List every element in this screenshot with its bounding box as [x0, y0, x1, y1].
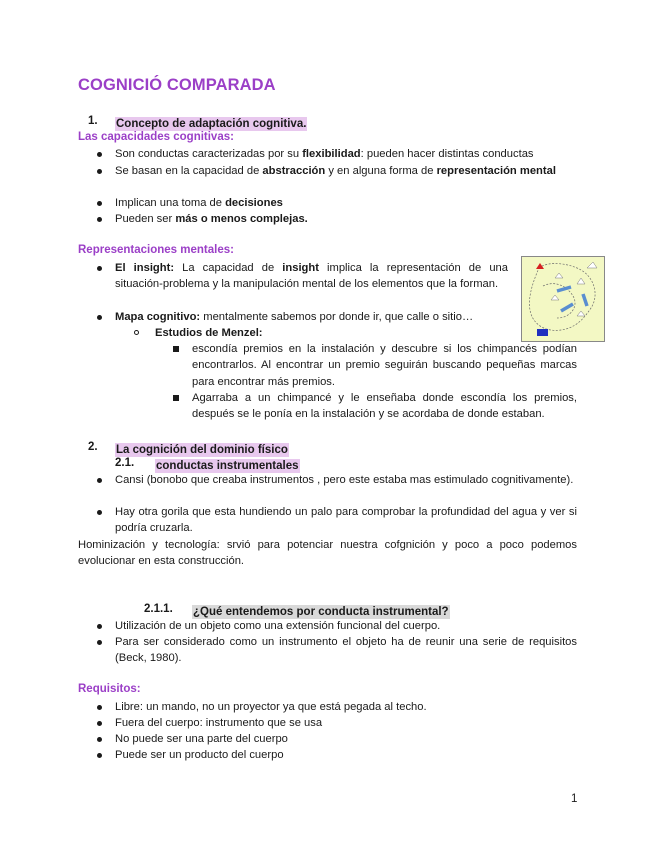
bullet: [97, 737, 102, 742]
bullet: [97, 152, 102, 157]
hominizacion-paragraph: Hominización y tecnología: srvió para potenciar nuestra cofgnición y poco a poco podemos evolucionar en esta construcción.: [78, 539, 577, 568]
section-1-heading: Concepto de adaptación cognitiva.: [116, 118, 307, 130]
bullet: [97, 753, 102, 758]
definition-2: Para ser considerado como un instrumento el objeto ha de reunir una serie de requisitos (Beck, 1980).: [115, 636, 577, 665]
bullet: [97, 169, 102, 174]
subsubsection-heading: ¿Qué entendemos por conducta instrumental?: [193, 606, 449, 618]
bullet: [97, 201, 102, 206]
requisito-4: Puede ser un producto del cuerpo: [115, 749, 284, 761]
subsubsection-number: 2.1.1.: [144, 603, 173, 615]
bullet: [97, 266, 102, 271]
subsection-heading: conductas instrumentales: [156, 460, 299, 472]
cognitive-map-figure: [521, 256, 605, 342]
circle-bullet: [134, 330, 139, 335]
menzel-2: Agarraba a un chimpancé y le enseñaba donde escondía los premios, después se le ponía en la instalación y se acordaba de donde estaban.: [192, 392, 577, 421]
section-2-number: 2.: [88, 441, 98, 453]
insight-item: El insight: La capacidad de insight implica la representación de una situación-problema y la manipulación mental de los elementos que la forman.: [115, 262, 509, 291]
capacidad-4: Pueden ser más o menos complejas.: [115, 213, 308, 225]
bullet: [97, 705, 102, 710]
menzel-1: escondía premios en la instalación y descubre si los chimpancés podían encontrarlos. Al encontrar un premio seguirán buscando pequeñas marcas para encontrar más premios.: [192, 343, 577, 388]
bullet: [97, 721, 102, 726]
bullet: [97, 640, 102, 645]
requisitos-heading: Requisitos:: [78, 683, 141, 695]
requisito-2: Fuera del cuerpo: instrumento que se usa: [115, 717, 323, 729]
instrumental-2: Hay otra gorila que esta hundiendo un palo para comprobar la profundidad del agua y ver si podría cruzarla.: [115, 506, 577, 535]
bullet: [97, 510, 102, 515]
menzel-heading: Estudios de Menzel:: [155, 327, 263, 339]
section-1-number: 1.: [88, 115, 98, 127]
requisito-3: No puede ser una parte del cuerpo: [115, 733, 288, 745]
representaciones-heading: Representaciones mentales:: [78, 244, 234, 256]
mapa-cognitivo-item: Mapa cognitivo: mentalmente sabemos por donde ir, que calle o sitio…: [115, 311, 474, 323]
requisito-1: Libre: un mando, no un proyector ya que está pegada al techo.: [115, 701, 427, 713]
definition-1: Utilización de un objeto como una extensión funcional del cuerpo.: [115, 620, 441, 632]
capacidad-1: Son conductas caracterizadas por su flexibilidad: pueden hacer distintas conductas: [115, 148, 534, 160]
section-2-heading: La cognición del dominio físico: [116, 444, 288, 456]
bullet: [97, 624, 102, 629]
square-bullet: [173, 346, 179, 352]
square-bullet: [173, 395, 179, 401]
bullet: [97, 315, 102, 320]
instrumental-1: Cansi (bonobo que creaba instrumentos , pero este estaba mas estimulado cognitivamente).: [115, 474, 574, 486]
capacidad-3: Implican una toma de decisiones: [115, 197, 283, 209]
section-1-heading-wrap: [115, 114, 307, 132]
subsection-number: 2.1.: [115, 457, 135, 469]
page-number: 1: [571, 793, 578, 805]
bullet: [97, 478, 102, 483]
bullet: [97, 217, 102, 222]
document-title: COGNICIÓ COMPARADA: [78, 76, 276, 94]
capacidades-heading: Las capacidades cognitivas:: [78, 131, 234, 143]
capacidad-2: Se basan en la capacidad de abstracción y en alguna forma de representación mental: [115, 165, 556, 177]
